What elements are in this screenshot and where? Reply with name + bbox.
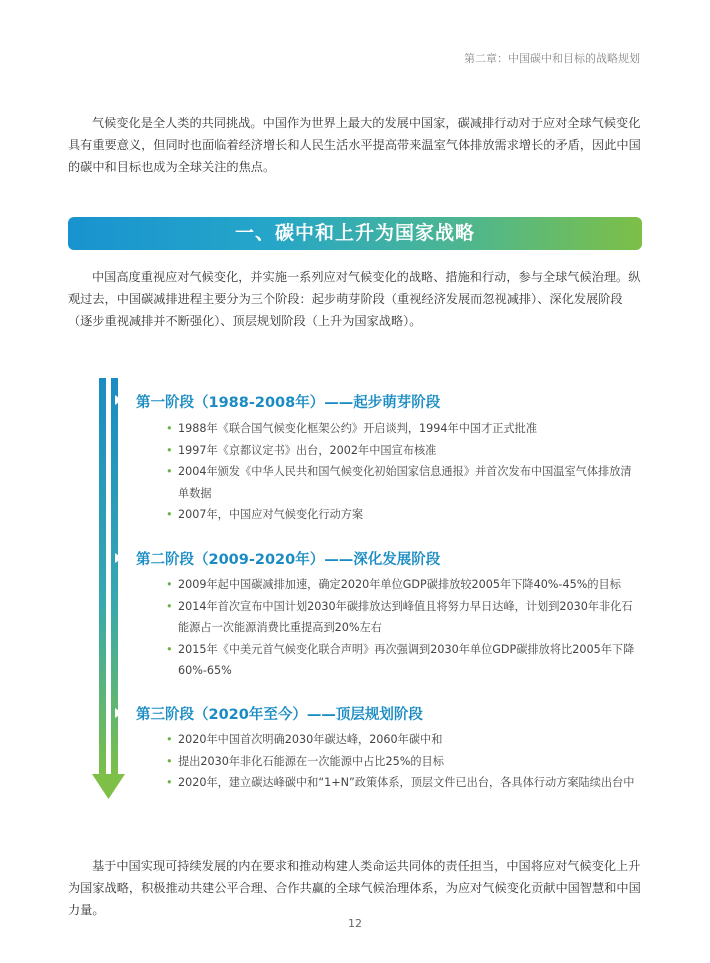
list-item: • 2020年，建立碳达峰碳中和“1+N”政策体系，顶层文件已出台，各具体行动方案陆续出台中 <box>166 772 636 794</box>
list-item: • 2009年起中国碳减排加速，确定2020年单位GDP碳排放较2005年下降40%-45%的目标 <box>166 574 636 596</box>
stage-1-list <box>166 418 636 526</box>
section-banner <box>68 217 642 250</box>
stage-1-title: 第一阶段（1988-2008年）——起步萌芽阶段 <box>136 395 441 411</box>
chapter-header: 第二章：中国碳中和目标的战略规划 <box>464 52 640 65</box>
conclusion-paragraph: 基于中国实现可持续发展的内在要求和推动构建人类命运共同体的责任担当，中国将应对气候变化上升为国家战略，积极推动共建公平合理、合作共赢的全球气候治理体系，为应对气候变化贡献中国智慧和中国力量。 <box>68 859 641 917</box>
list-item: • 2020年中国首次明确2030年碳达峰，2060年碳中和 <box>166 729 636 751</box>
section-lead-paragraph: 中国高度重视应对气候变化，并实施一系列应对气候变化的战略、措施和行动，参与全球气候治理。纵观过去，中国碳减排进程主要分为三个阶段：起步萌芽阶段（重视经济发展而忽视减排）、深化发展阶段（逐步重视减排并不断强化）、顶层规划阶段（上升为国家战略）。 <box>68 270 641 328</box>
intro-paragraph: 气候变化是全人类的共同挑战。中国作为世界上最大的发展中国家，碳减排行动对于应对全球气候变化具有重要意义，但同时也面临着经济增长和人民生活水平提高带来温室气体排放需求增长的矛盾，因此中国的碳中和目标也成为全球关注的焦点。 <box>68 116 641 174</box>
list-item: • 提出2030年非化石能源在一次能源中占比25%的目标 <box>166 751 636 773</box>
list-item: • 1997年《京都议定书》出台，2002年中国宣布核准 <box>166 440 636 462</box>
stage-2-list <box>166 574 636 682</box>
section-title: 一、碳中和上升为国家战略 <box>234 222 475 244</box>
timeline-arrow <box>92 378 132 803</box>
list-item: • 2007年，中国应对气候变化行动方案 <box>166 504 636 526</box>
stage-3-list <box>166 729 636 794</box>
list-item: • 1988年《联合国气候变化框架公约》开启谈判，1994年中国才正式批准 <box>166 418 636 440</box>
list-item: • 2004年颁发《中华人民共和国气候变化初始国家信息通报》并首次发布中国温室气体排放清单数据 <box>166 461 636 504</box>
list-item: • 2014年首次宣布中国计划2030年碳排放达到峰值且将努力早日达峰，计划到2030年非化石能源占一次能源消费比重提高到20%左右 <box>166 596 636 639</box>
list-item: • 2015年《中美元首气候变化联合声明》再次强调到2030年单位GDP碳排放将比2005年下降60%-65% <box>166 639 636 682</box>
stage-2-title: 第二阶段（2009-2020年）——深化发展阶段 <box>136 552 441 568</box>
page-number: 12 <box>348 917 362 930</box>
stage-3-title: 第三阶段（2020年至今）——顶层规划阶段 <box>136 707 423 723</box>
